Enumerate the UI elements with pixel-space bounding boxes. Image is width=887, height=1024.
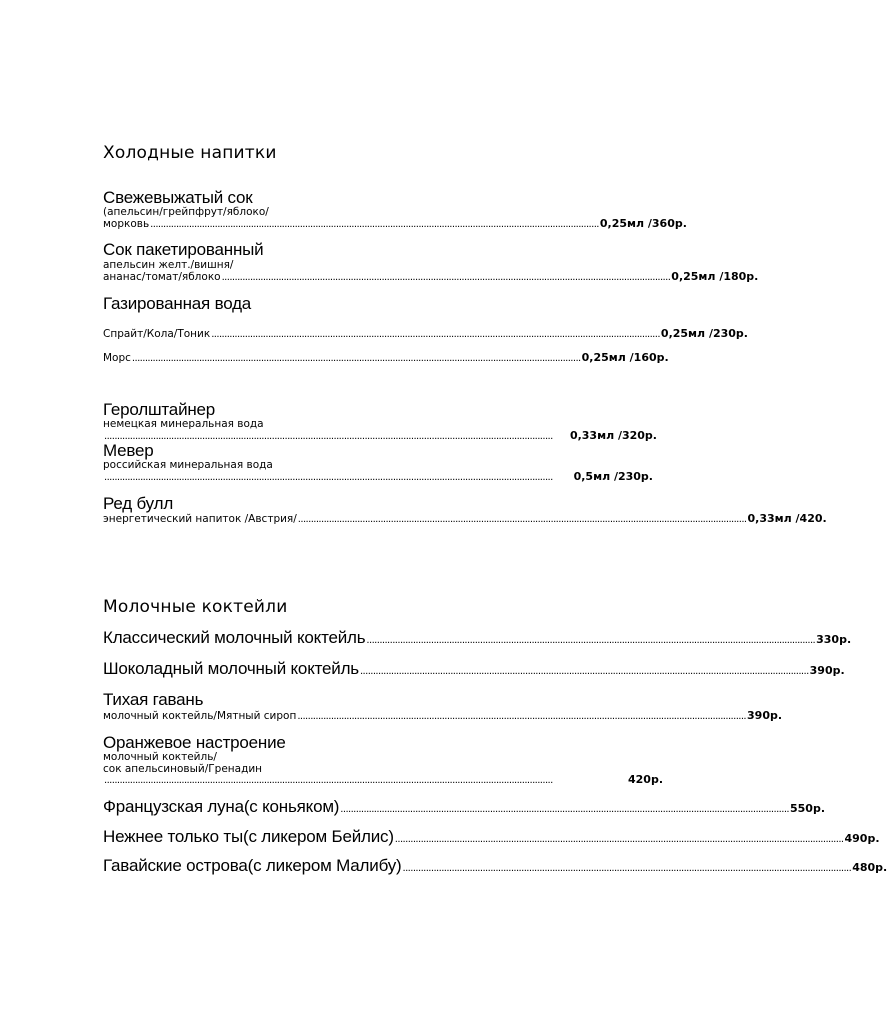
item-row-red-bull [103, 512, 827, 525]
item-name-hawaii: Гавайские острова(с ликером Малибу) [103, 856, 402, 875]
item-price-orange-mood: 420р. [627, 773, 663, 786]
dot-leader: .............................................................................................................................................................................. [394, 834, 844, 845]
item-row-classic [103, 628, 852, 648]
item-price-tender: 490р. [844, 832, 880, 845]
item-row-gerolsteiner [103, 429, 657, 442]
dot-leader: .............................................................................................................................................................................. [297, 711, 747, 722]
item-price-chocolate: 390р. [809, 664, 845, 677]
dot-leader: .............................................................................................................................................................................. [402, 863, 852, 874]
item-row-tender [103, 827, 880, 847]
item-price-mors: 0,25мл /160р. [581, 351, 669, 364]
item-desc-fresh-juice: (апельсин/грейпфрут/яблоко/ [103, 206, 269, 218]
item-name-gerolsteiner: Геролштайнер [103, 400, 216, 419]
item-name-quiet-harbor: Тихая гавань [103, 690, 204, 709]
dot-leader: .............................................................................................................................................................................. [104, 472, 553, 483]
dot-leader: .............................................................................................................................................................................. [104, 775, 553, 786]
item-price-mever: 0,5мл /230р. [573, 470, 653, 483]
item-desc-quiet-harbor: молочный коктейль/Мятный сироп [103, 710, 297, 722]
item-name-packaged-juice: Сок пакетированный [103, 240, 264, 259]
item-price-fresh-juice: 0,25мл /360р. [599, 217, 687, 230]
item-price-quiet-harbor: 390р. [747, 709, 783, 722]
dot-leader: .............................................................................................................................................................................. [131, 353, 581, 364]
item-desc-packaged-juice-line2: ананас/томат/яблоко [103, 271, 221, 283]
item-price-french-moon: 550р. [789, 802, 825, 815]
item-desc-orange-mood-line2: сок апельсиновый/Гренадин [103, 763, 263, 775]
item-price-hawaii: 480р. [852, 861, 887, 874]
item-desc-mever: российская минеральная вода [103, 459, 273, 471]
dot-leader: .............................................................................................................................................................................. [211, 329, 660, 340]
dot-leader: .............................................................................................................................................................................. [366, 635, 816, 646]
item-price-packaged-juice: 0,25мл /180р. [671, 270, 759, 283]
item-name-orange-mood: Оранжевое настроение [103, 733, 286, 752]
item-row-mever [103, 470, 653, 483]
item-desc-gerolsteiner: немецкая минеральная вода [103, 418, 264, 430]
item-name-fresh-juice: Свежевыжатый сок [103, 188, 253, 207]
dot-leader: .............................................................................................................................................................................. [221, 272, 671, 283]
item-row-mors [103, 351, 669, 364]
item-price-red-bull: 0,33мл /420. [747, 512, 827, 525]
item-label-mors: Морс [103, 352, 131, 364]
item-name-tender: Нежнее только ты(с ликером Бейлис) [103, 827, 394, 846]
item-name-french-moon: Французская луна(с коньяком) [103, 797, 340, 816]
item-price-sprite: 0,25мл /230р. [660, 327, 748, 340]
item-name-classic: Классический молочный коктейль [103, 628, 366, 647]
item-name-mever: Мевер [103, 441, 154, 460]
section-title-milkshakes: Молочные коктейли [103, 597, 288, 617]
item-price-gerolsteiner: 0,33мл /320р. [569, 429, 657, 442]
item-desc-fresh-juice-line2: морковь [103, 218, 150, 230]
dot-leader: .............................................................................................................................................................................. [359, 666, 809, 677]
dot-leader: .............................................................................................................................................................................. [297, 514, 747, 525]
item-label-sprite: Спрайт/Кола/Тоник [103, 328, 211, 340]
item-row-chocolate [103, 659, 845, 679]
item-desc-packaged-juice: апельсин желт./вишня/ [103, 259, 234, 271]
section-title-cold-drinks: Холодные напитки [103, 143, 277, 163]
item-desc-orange-mood: молочный коктейль/ [103, 751, 217, 763]
item-name-chocolate: Шоколадный молочный коктейль [103, 659, 359, 678]
item-row-sprite [103, 327, 748, 340]
item-row-packaged-juice [103, 270, 759, 283]
dot-leader: .............................................................................................................................................................................. [150, 219, 599, 230]
item-row-french-moon [103, 797, 825, 817]
item-row-hawaii [103, 856, 887, 876]
item-price-classic: 330р. [816, 633, 852, 646]
item-name-soda: Газированная вода [103, 294, 252, 313]
item-row-orange-mood [103, 773, 663, 786]
item-row-quiet-harbor [103, 709, 783, 722]
dot-leader: .............................................................................................................................................................................. [104, 431, 553, 442]
dot-leader: .............................................................................................................................................................................. [340, 804, 789, 815]
item-name-red-bull: Ред булл [103, 494, 174, 513]
item-label-red-bull: энергетический напиток /Австрия/ [103, 513, 297, 525]
item-row-fresh-juice [103, 217, 687, 230]
